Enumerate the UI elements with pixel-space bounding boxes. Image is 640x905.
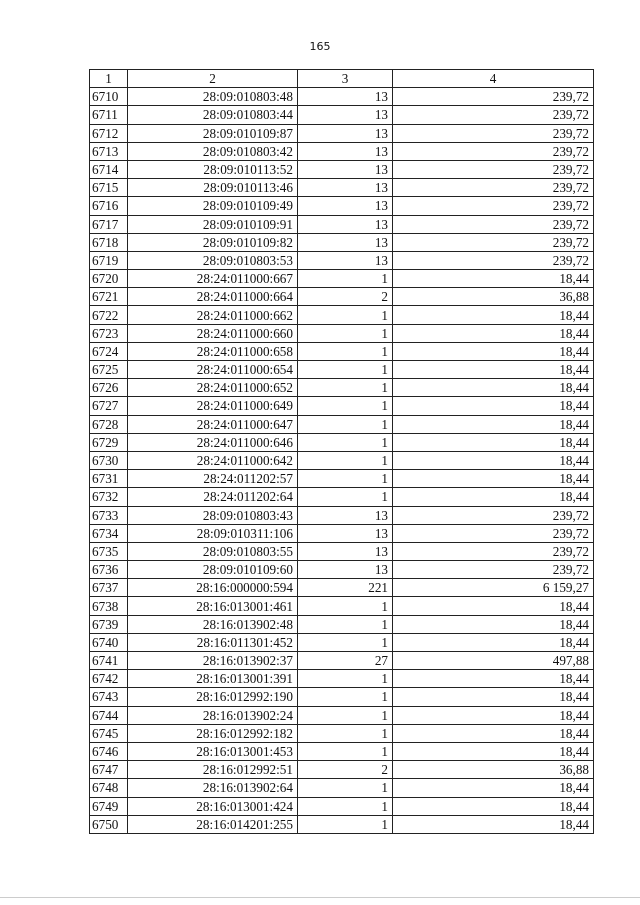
amount-cell: 18,44 [393, 633, 594, 651]
amount-cell: 18,44 [393, 815, 594, 833]
cadastral-number-cell: 28:16:012992:190 [128, 688, 298, 706]
row-number-cell: 6729 [90, 433, 128, 451]
count-cell: 1 [298, 379, 393, 397]
cadastral-number-cell: 28:09:010803:42 [128, 142, 298, 160]
count-cell: 1 [298, 724, 393, 742]
amount-cell: 18,44 [393, 797, 594, 815]
amount-cell: 18,44 [393, 779, 594, 797]
cadastral-number-cell: 28:16:014201:255 [128, 815, 298, 833]
count-cell: 1 [298, 633, 393, 651]
cadastral-number-cell: 28:09:010803:44 [128, 106, 298, 124]
cadastral-number-cell: 28:24:011000:664 [128, 288, 298, 306]
table-row [90, 233, 594, 251]
count-cell: 221 [298, 579, 393, 597]
cadastral-number-cell: 28:16:011301:452 [128, 633, 298, 651]
count-cell: 1 [298, 706, 393, 724]
page-number: 165 [309, 40, 331, 53]
row-number-cell: 6747 [90, 761, 128, 779]
cadastral-number-cell: 28:09:010109:49 [128, 197, 298, 215]
amount-cell: 18,44 [393, 379, 594, 397]
table-row [90, 342, 594, 360]
table-row [90, 670, 594, 688]
amount-cell: 18,44 [393, 361, 594, 379]
amount-cell: 18,44 [393, 597, 594, 615]
row-number-cell: 6728 [90, 415, 128, 433]
amount-cell: 239,72 [393, 179, 594, 197]
cadastral-number-cell: 28:24:011000:649 [128, 397, 298, 415]
table-row [90, 197, 594, 215]
page-bottom-edge [0, 897, 640, 898]
count-cell: 2 [298, 761, 393, 779]
row-number-cell: 6715 [90, 179, 128, 197]
count-cell: 1 [298, 270, 393, 288]
count-cell: 1 [298, 670, 393, 688]
column-header-4: 4 [393, 70, 594, 88]
count-cell: 13 [298, 215, 393, 233]
count-cell: 13 [298, 197, 393, 215]
table-row [90, 724, 594, 742]
row-number-cell: 6717 [90, 215, 128, 233]
amount-cell: 239,72 [393, 88, 594, 106]
table-row [90, 288, 594, 306]
count-cell: 1 [298, 415, 393, 433]
count-cell: 1 [298, 451, 393, 469]
amount-cell: 18,44 [393, 342, 594, 360]
amount-cell: 18,44 [393, 270, 594, 288]
column-header-1: 1 [90, 70, 128, 88]
column-header-2: 2 [128, 70, 298, 88]
count-cell: 13 [298, 561, 393, 579]
count-cell: 2 [298, 288, 393, 306]
cadastral-number-cell: 28:16:012992:51 [128, 761, 298, 779]
count-cell: 1 [298, 397, 393, 415]
count-cell: 1 [298, 488, 393, 506]
count-cell: 13 [298, 142, 393, 160]
table-row [90, 561, 594, 579]
count-cell: 1 [298, 306, 393, 324]
cadastral-number-cell: 28:24:011000:654 [128, 361, 298, 379]
amount-cell: 18,44 [393, 397, 594, 415]
table-row [90, 797, 594, 815]
row-number-cell: 6720 [90, 270, 128, 288]
table-row [90, 106, 594, 124]
amount-cell: 497,88 [393, 652, 594, 670]
row-number-cell: 6727 [90, 397, 128, 415]
row-number-cell: 6712 [90, 124, 128, 142]
table-row [90, 324, 594, 342]
row-number-cell: 6733 [90, 506, 128, 524]
count-cell: 1 [298, 361, 393, 379]
cadastral-number-cell: 28:09:010803:53 [128, 251, 298, 269]
cadastral-number-cell: 28:16:000000:594 [128, 579, 298, 597]
cadastral-number-cell: 28:09:010109:87 [128, 124, 298, 142]
table-row [90, 652, 594, 670]
row-number-cell: 6722 [90, 306, 128, 324]
amount-cell: 18,44 [393, 433, 594, 451]
count-cell: 13 [298, 506, 393, 524]
count-cell: 13 [298, 179, 393, 197]
table-row [90, 742, 594, 760]
cadastral-number-cell: 28:09:010803:43 [128, 506, 298, 524]
row-number-cell: 6736 [90, 561, 128, 579]
cadastral-number-cell: 28:09:010109:91 [128, 215, 298, 233]
count-cell: 1 [298, 688, 393, 706]
cadastral-number-cell: 28:24:011000:660 [128, 324, 298, 342]
amount-cell: 18,44 [393, 615, 594, 633]
cadastral-number-cell: 28:24:011000:652 [128, 379, 298, 397]
count-cell: 1 [298, 742, 393, 760]
amount-cell: 36,88 [393, 761, 594, 779]
cadastral-number-cell: 28:24:011000:662 [128, 306, 298, 324]
row-number-cell: 6725 [90, 361, 128, 379]
count-cell: 13 [298, 542, 393, 560]
amount-cell: 239,72 [393, 160, 594, 178]
cadastral-number-cell: 28:24:011000:658 [128, 342, 298, 360]
cadastral-number-cell: 28:16:013001:453 [128, 742, 298, 760]
count-cell: 1 [298, 433, 393, 451]
count-cell: 13 [298, 124, 393, 142]
cadastral-number-cell: 28:24:011202:64 [128, 488, 298, 506]
amount-cell: 18,44 [393, 470, 594, 488]
count-cell: 13 [298, 524, 393, 542]
table-row [90, 488, 594, 506]
row-number-cell: 6713 [90, 142, 128, 160]
table-row [90, 506, 594, 524]
row-number-cell: 6718 [90, 233, 128, 251]
row-number-cell: 6745 [90, 724, 128, 742]
cadastral-number-cell: 28:24:011000:646 [128, 433, 298, 451]
count-cell: 13 [298, 88, 393, 106]
table-row [90, 615, 594, 633]
cadastral-number-cell: 28:09:010311:106 [128, 524, 298, 542]
count-cell: 13 [298, 233, 393, 251]
cadastral-number-cell: 28:16:013001:424 [128, 797, 298, 815]
table-row [90, 779, 594, 797]
cadastral-number-cell: 28:09:010113:52 [128, 160, 298, 178]
table-row [90, 361, 594, 379]
row-number-cell: 6723 [90, 324, 128, 342]
cadastral-number-cell: 28:09:010109:82 [128, 233, 298, 251]
amount-cell: 239,72 [393, 142, 594, 160]
amount-cell: 239,72 [393, 106, 594, 124]
amount-cell: 239,72 [393, 542, 594, 560]
row-number-cell: 6732 [90, 488, 128, 506]
amount-cell: 239,72 [393, 506, 594, 524]
table-row [90, 88, 594, 106]
table-row [90, 397, 594, 415]
cadastral-number-cell: 28:09:010109:60 [128, 561, 298, 579]
count-cell: 1 [298, 324, 393, 342]
table-row [90, 451, 594, 469]
table-row [90, 251, 594, 269]
cadastral-number-cell: 28:09:010113:46 [128, 179, 298, 197]
row-number-cell: 6724 [90, 342, 128, 360]
count-cell: 1 [298, 342, 393, 360]
table-row [90, 179, 594, 197]
row-number-cell: 6710 [90, 88, 128, 106]
amount-cell: 18,44 [393, 670, 594, 688]
row-number-cell: 6741 [90, 652, 128, 670]
row-number-cell: 6744 [90, 706, 128, 724]
count-cell: 1 [298, 815, 393, 833]
row-number-cell: 6740 [90, 633, 128, 651]
cadastral-number-cell: 28:24:011000:647 [128, 415, 298, 433]
row-number-cell: 6716 [90, 197, 128, 215]
table-row [90, 470, 594, 488]
row-number-cell: 6739 [90, 615, 128, 633]
table-row [90, 597, 594, 615]
table-row [90, 633, 594, 651]
cadastral-number-cell: 28:16:013001:391 [128, 670, 298, 688]
row-number-cell: 6711 [90, 106, 128, 124]
cadastral-number-cell: 28:24:011202:57 [128, 470, 298, 488]
row-number-cell: 6738 [90, 597, 128, 615]
amount-cell: 18,44 [393, 488, 594, 506]
row-number-cell: 6735 [90, 542, 128, 560]
row-number-cell: 6742 [90, 670, 128, 688]
cadastral-number-cell: 28:16:013902:48 [128, 615, 298, 633]
amount-cell: 239,72 [393, 233, 594, 251]
table-row [90, 579, 594, 597]
row-number-cell: 6749 [90, 797, 128, 815]
row-number-cell: 6737 [90, 579, 128, 597]
table-row [90, 815, 594, 833]
cadastral-number-cell: 28:09:010803:55 [128, 542, 298, 560]
table-row [90, 160, 594, 178]
table-row [90, 270, 594, 288]
row-number-cell: 6719 [90, 251, 128, 269]
row-number-cell: 6750 [90, 815, 128, 833]
table-row [90, 415, 594, 433]
column-header-3: 3 [298, 70, 393, 88]
amount-cell: 18,44 [393, 706, 594, 724]
row-number-cell: 6734 [90, 524, 128, 542]
cadastral-number-cell: 28:24:011000:667 [128, 270, 298, 288]
table-body [90, 88, 594, 834]
row-number-cell: 6731 [90, 470, 128, 488]
amount-cell: 18,44 [393, 415, 594, 433]
amount-cell: 239,72 [393, 124, 594, 142]
table-row [90, 542, 594, 560]
count-cell: 1 [298, 597, 393, 615]
cadastral-number-cell: 28:16:013902:37 [128, 652, 298, 670]
table-row [90, 524, 594, 542]
row-number-cell: 6743 [90, 688, 128, 706]
amount-cell: 18,44 [393, 688, 594, 706]
table-row [90, 706, 594, 724]
cadastral-number-cell: 28:24:011000:642 [128, 451, 298, 469]
count-cell: 1 [298, 615, 393, 633]
row-number-cell: 6746 [90, 742, 128, 760]
table-row [90, 215, 594, 233]
row-number-cell: 6730 [90, 451, 128, 469]
table-row [90, 433, 594, 451]
amount-cell: 18,44 [393, 724, 594, 742]
cadastral-number-cell: 28:09:010803:48 [128, 88, 298, 106]
amount-cell: 239,72 [393, 197, 594, 215]
table-row [90, 379, 594, 397]
count-cell: 27 [298, 652, 393, 670]
row-number-cell: 6721 [90, 288, 128, 306]
amount-cell: 239,72 [393, 524, 594, 542]
table-row [90, 142, 594, 160]
amount-cell: 239,72 [393, 215, 594, 233]
amount-cell: 18,44 [393, 451, 594, 469]
count-cell: 13 [298, 106, 393, 124]
table-row [90, 124, 594, 142]
count-cell: 1 [298, 470, 393, 488]
row-number-cell: 6726 [90, 379, 128, 397]
cadastral-number-cell: 28:16:013001:461 [128, 597, 298, 615]
cadastral-number-cell: 28:16:013902:64 [128, 779, 298, 797]
count-cell: 13 [298, 160, 393, 178]
amount-cell: 36,88 [393, 288, 594, 306]
table-row [90, 761, 594, 779]
amount-cell: 239,72 [393, 251, 594, 269]
count-cell: 1 [298, 779, 393, 797]
data-table [89, 69, 594, 834]
amount-cell: 239,72 [393, 561, 594, 579]
table-row [90, 688, 594, 706]
count-cell: 13 [298, 251, 393, 269]
cadastral-number-cell: 28:16:013902:24 [128, 706, 298, 724]
row-number-cell: 6748 [90, 779, 128, 797]
amount-cell: 18,44 [393, 742, 594, 760]
amount-cell: 18,44 [393, 324, 594, 342]
table-header-row [90, 70, 594, 88]
amount-cell: 6 159,27 [393, 579, 594, 597]
row-number-cell: 6714 [90, 160, 128, 178]
table-row [90, 306, 594, 324]
amount-cell: 18,44 [393, 306, 594, 324]
cadastral-number-cell: 28:16:012992:182 [128, 724, 298, 742]
count-cell: 1 [298, 797, 393, 815]
